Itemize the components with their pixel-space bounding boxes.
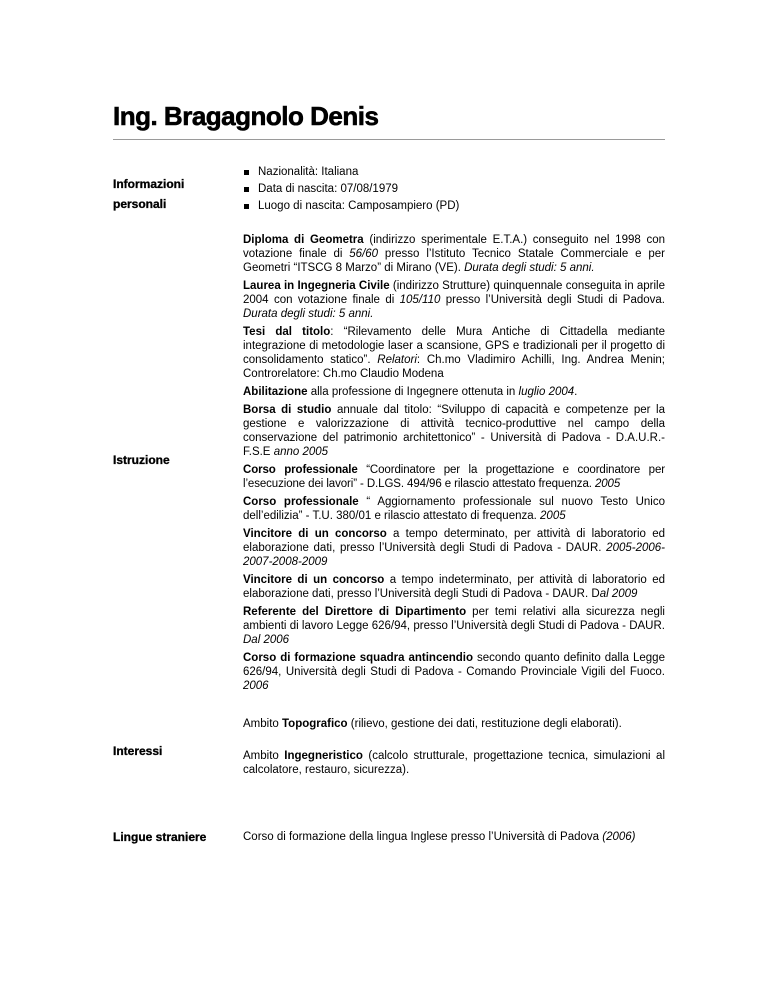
edu-entry-title: Corso professionale (243, 464, 358, 476)
edu-entry-italic: 2005 (594, 478, 621, 490)
list-item: Nazionalità: Italiana (243, 164, 665, 181)
edu-entry-text: alla professione di Ingegnere ottenuta in (307, 386, 519, 398)
info-list-container (243, 164, 665, 215)
list-item: Luogo di nascita: Camposampiero (PD) (243, 198, 665, 215)
edu-entry-text: : “Rilevamento delle Mura Antiche di Cittadella mediante integrazione di metodologie laser a scansione, GPS e tradizionali per il progetto di consolidamento statico”. (243, 326, 665, 366)
interest-title: Topografico (282, 718, 348, 730)
info-list (243, 164, 665, 215)
language-text: Corso di formazione della lingua Inglese presso l’Università di Padova (243, 831, 603, 843)
edu-entry-text: “Coordinatore per la progettazione e coordinatore per l’esecuzione dei lavori” - D.LGS. 494/96 e rilascio attestato frequenza. (243, 464, 665, 490)
section-label-interessi: Interessi (113, 744, 163, 758)
edu-entry-title: Corso di formazione squadra antincendio (243, 652, 474, 664)
language-year: (2006) (602, 831, 636, 843)
edu-entry-italic: 2005-2006-2007-2008-2009 (243, 542, 665, 568)
section-label-info-line1: Informazioni (113, 177, 185, 191)
edu-entry-italic: luglio 2004 (518, 386, 575, 398)
section-label-info (113, 174, 184, 214)
edu-entry-title: Laurea in Ingegneria Civile (243, 280, 390, 292)
edu-entry-title: Vincitore di un concorso (243, 528, 387, 540)
title-divider (113, 139, 665, 140)
interest-text: (rilievo, gestione dei dati, restituzione degli elaborati). (347, 718, 622, 730)
edu-entry-antincendio (243, 651, 665, 693)
edu-entry-text: annuale dal titolo: “Sviluppo di capacità e competenze per la gestione e valorizzazione di attività tecnico-produttive nel campo della conservazione del patrimonio architettonico” - Università di Padova - D.A.U.R.- F.S.E (243, 404, 666, 458)
edu-entry-italic: anno 2005 (273, 446, 329, 458)
edu-entry-text: secondo quanto definito dalla Legge 626/94, Università degli Studi di Padova - Comando Provinciale Vigili del Fuoco. (243, 652, 665, 678)
interest-text: Ambito (243, 750, 285, 762)
edu-entry-borsa (243, 403, 665, 459)
interest-ingegneristico (243, 749, 665, 777)
edu-entry-text: a tempo determinato, per attività di laboratorio ed elaborazione dati, presso l’Università degli Studi di Padova - DAUR. (243, 528, 665, 554)
edu-entry-abilitazione (243, 385, 665, 399)
edu-entry-italic: 105/110 (399, 294, 441, 306)
page-title: Ing. Bragagnolo Denis (113, 101, 379, 131)
edu-entry-title: Borsa di studio (243, 404, 332, 416)
interest-title: Ingegneristico (284, 750, 363, 762)
interest-topografico (243, 717, 665, 731)
edu-entry-diploma (243, 233, 665, 275)
edu-entry-text: : Ch.mo Vladimiro Achilli, Ing. Andrea Menin; Controrelatore: Ch.mo Claudio Modena (243, 354, 665, 380)
list-item: Data di nascita: 07/08/1979 (243, 181, 665, 198)
edu-entry-text: presso l’Università degli Studi di Padova. (440, 294, 665, 306)
edu-entry-title: Referente del Direttore di Dipartimento (243, 606, 467, 618)
edu-entry-corso-coordinatore (243, 463, 665, 491)
section-label-istruzione: Istruzione (113, 453, 170, 467)
edu-entry-text: a tempo indeterminato, per attività di laboratorio ed elaborazione dati, presso l’Università degli Studi di Padova - DAUR. D (243, 574, 665, 600)
language-course (243, 830, 665, 844)
edu-entry-text: (indirizzo Strutture) quinquennale conseguita in aprile 2004 con votazione finale di (243, 280, 665, 306)
edu-entry-text: (indirizzo sperimentale E.T.A.) conseguito nel 1998 con votazione finale di (243, 234, 665, 260)
edu-entry-laurea (243, 279, 665, 321)
edu-entry-title: Diploma di Geometra (243, 234, 364, 246)
edu-entry-concorso-indeterminato (243, 573, 665, 601)
edu-entry-italic: Durata degli studi: 5 anni. (464, 262, 595, 274)
edu-entry-title: Vincitore di un concorso (243, 574, 385, 586)
edu-entry-italic: Relatori (377, 354, 417, 366)
edu-entry-title: Tesi dal titolo (243, 326, 331, 338)
edu-entry-text: per temi relativi alla sicurezza negli ambienti di lavoro Legge 626/94, presso l’Università degli Studi di Padova - DAUR. (243, 606, 665, 632)
edu-entry-corso-aggiornamento (243, 495, 665, 523)
edu-entry-italic: Durata degli studi: 5 anni. (243, 308, 374, 320)
edu-entry-title: Corso professionale (243, 496, 359, 508)
edu-entry-italic: 2006 (243, 680, 269, 692)
edu-entry-tesi (243, 325, 665, 381)
edu-entry-italic: 2005 (540, 510, 566, 522)
istruzione-entries (243, 233, 665, 697)
edu-entry-concorso-determinato (243, 527, 665, 569)
edu-entry-italic: 56/60 (349, 248, 379, 260)
section-label-info-line2: personali (113, 197, 167, 211)
edu-entry-title: Abilitazione (243, 386, 308, 398)
edu-entry-referente (243, 605, 665, 647)
edu-entry-text: “ Aggiornamento professionale sul nuovo Testo Unico dell’edilizia” - T.U. 380/01 e rilascio attestato di frequenza. (243, 496, 665, 522)
edu-entry-text: presso l’Istituto Tecnico Statale Commerciale e per Geometri “ITSCG 8 Marzo” di Mirano (VE). (243, 248, 665, 274)
section-label-lingue: Lingue straniere (113, 830, 207, 844)
interessi-entries (243, 717, 665, 781)
edu-entry-italic: Dal 2006 (243, 634, 290, 646)
edu-entry-text: . (574, 386, 578, 398)
interest-text: Ambito (243, 718, 282, 730)
lingue-entries (243, 830, 665, 848)
edu-entry-italic: al 2009 (599, 588, 638, 600)
interest-text: (calcolo strutturale, progettazione tecnica, simulazioni al calcolatore, restauro, sicurezza). (243, 750, 665, 776)
